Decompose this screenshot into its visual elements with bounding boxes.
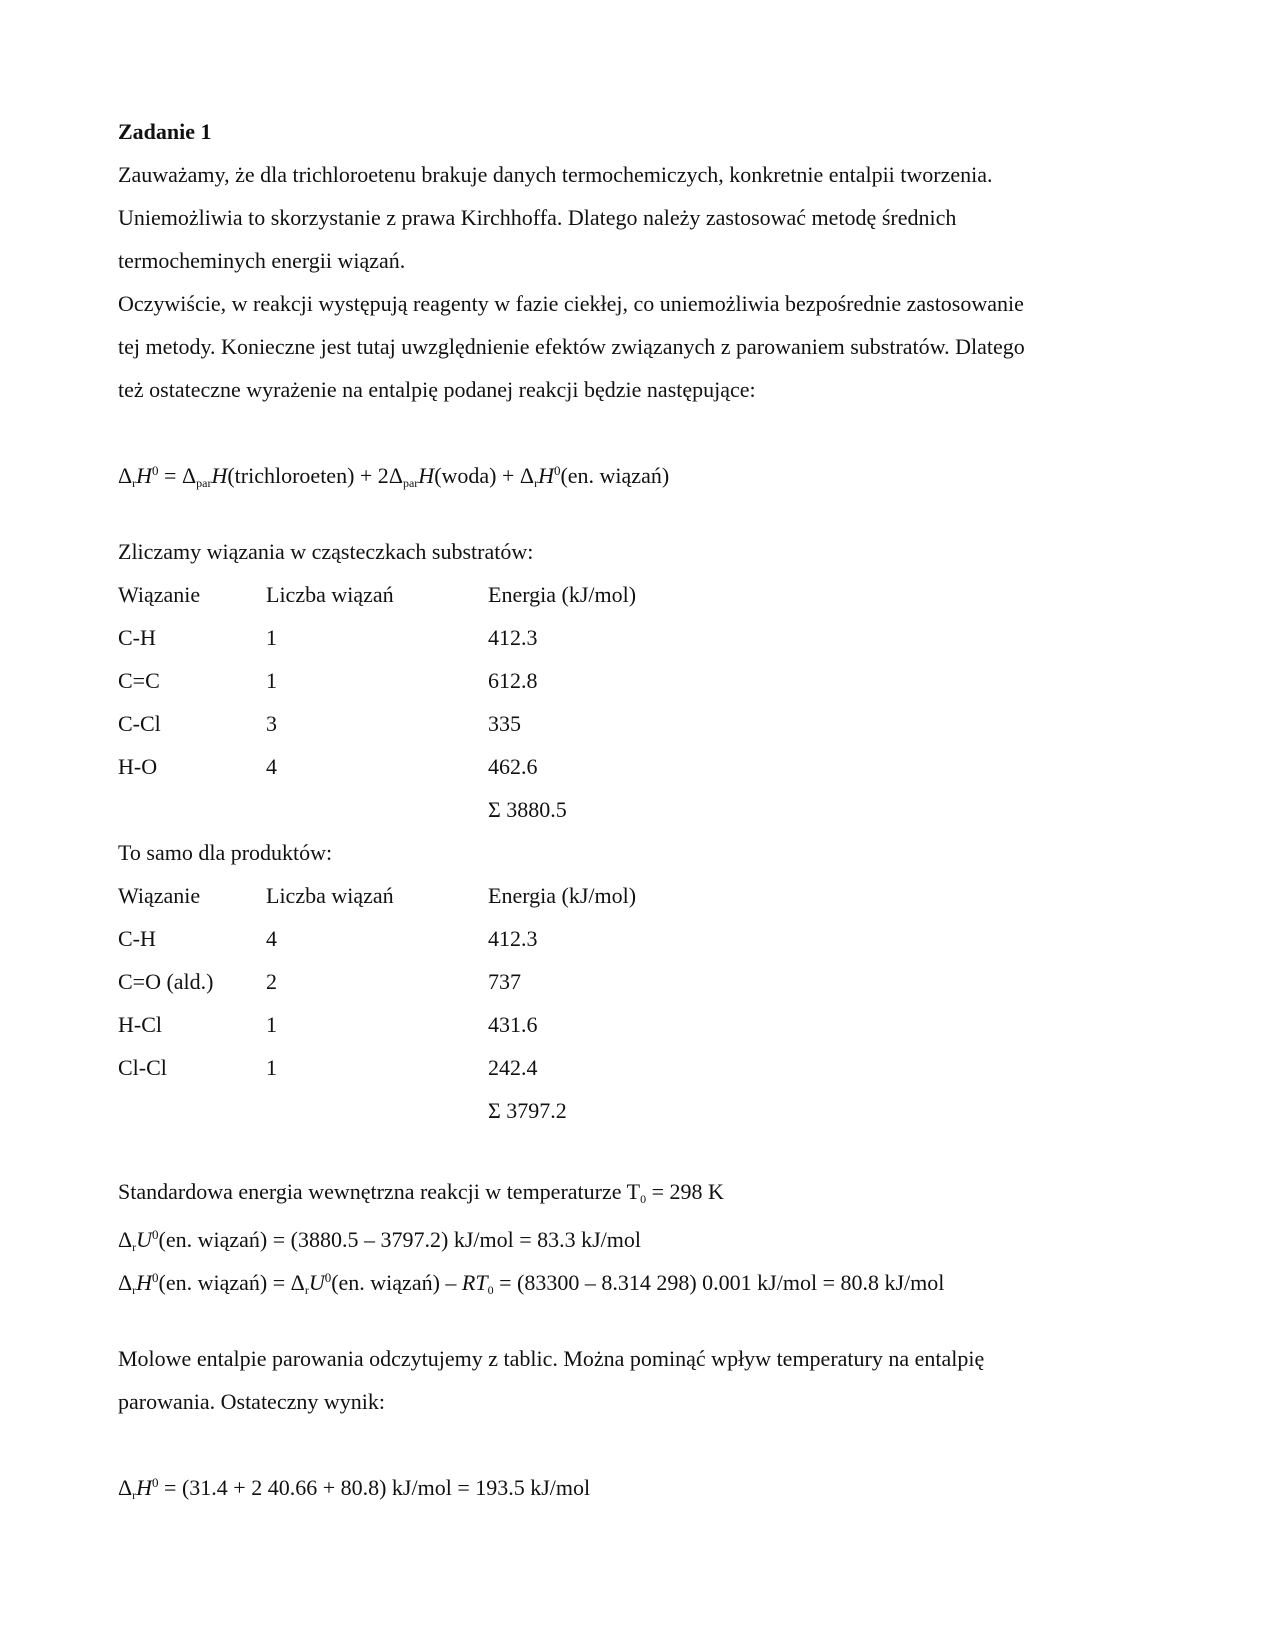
table-row: C=O (ald.) 2 737	[118, 969, 521, 994]
table-header-row	[118, 573, 1168, 616]
products-table	[118, 831, 1168, 1132]
header-cell: Energia (kJ/mol)	[488, 883, 637, 908]
substrates-table	[118, 530, 1168, 831]
table-row: C-H 4 412.3	[118, 926, 538, 951]
paragraph-line: termocheminych energii wiązań.	[118, 248, 406, 273]
table-row: C=C 1 612.8	[118, 668, 538, 693]
temperature-line: Standardowa energia wewnętrzna reakcji w temperaturze $T_0 = 298$ K	[118, 1179, 724, 1206]
header-cell: Wiązanie	[118, 582, 201, 607]
section-heading: Zadanie 1	[118, 119, 212, 144]
header-cell: Energia (kJ/mol)	[488, 582, 637, 607]
table-sum: Σ 3880.5	[488, 797, 567, 822]
paragraph-line: też ostateczne wyrażenie na entalpię podanej reakcji będzie następujące:	[118, 377, 756, 402]
document-page	[118, 110, 1168, 1504]
bond-enthalpy-equation: $\Delta_rH^0(en$. wiązań) = $\Delta_rU^0(en$. wiązań) – $RT_0 = (83300 - 8.314$ 298) 0.001 kJ/mol = 80.8 kJ/mol	[118, 1270, 945, 1297]
table-sum: Σ 3797.2	[488, 1098, 567, 1123]
paragraph-line: Oczywiście, w reakcji występują reagenty w fazie ciekłej, co uniemożliwia bezpośrednie zastosowanie	[118, 291, 1024, 316]
paragraph-line: tej metody. Konieczne jest tutaj uwzględnienie efektów związanych z parowaniem substratów. Dlatego	[118, 334, 1025, 359]
paragraph-line: Molowe entalpie parowania odczytujemy z tablic. Można pominąć wpływ temperatury na entalpię	[118, 1346, 985, 1371]
final-result-equation: $\Delta_rH^0 = (31.4 + 2$ 40.66 + 80.8) kJ/mol = 193.5 kJ/mol	[118, 1475, 591, 1502]
table-intro: Zliczamy wiązania w cząsteczkach substratów:	[118, 539, 534, 564]
table-row: C-Cl 3 335	[118, 711, 521, 736]
paragraph-line: parowania. Ostateczny wynik:	[118, 1389, 385, 1414]
table-intro: To samo dla produktów:	[118, 840, 333, 865]
internal-energy-block	[118, 1170, 1168, 1299]
paragraph-2	[118, 282, 1168, 411]
paragraph-line: Uniemożliwia to skorzystanie z prawa Kirchhoffa. Dlatego należy zastosować metodę średnich	[118, 205, 957, 230]
paragraph-1	[118, 153, 1168, 282]
paragraph-line: Zauważamy, że dla trichloroetenu brakuje danych termochemiczych, konkretnie entalpii tworzenia.	[118, 162, 993, 187]
table-row: H-O 4 462.6	[118, 754, 538, 779]
table-header-row	[118, 874, 1168, 917]
enthalpy-equation: $\Delta_rH^0$ = $\Delta_{par}H(trichloroeten)$ + $2\Delta_{par}H(woda) + \Delta_rH^0(en$. wiązań)	[118, 463, 670, 490]
table-row: C-H 1 412.3	[118, 625, 538, 650]
table-row: Cl-Cl 1 242.4	[118, 1055, 538, 1080]
table-row: H-Cl 1 431.6	[118, 1012, 538, 1037]
header-cell: Liczba wiązań	[266, 582, 394, 607]
paragraph-3	[118, 1337, 1168, 1423]
header-cell: Liczba wiązań	[266, 883, 394, 908]
internal-energy-equation: $\Delta_rU^0(en$. wiązań) = (3880.5 – 3797.2) kJ/mol = 83.3 kJ/mol	[118, 1227, 642, 1254]
header-cell: Wiązanie	[118, 883, 201, 908]
